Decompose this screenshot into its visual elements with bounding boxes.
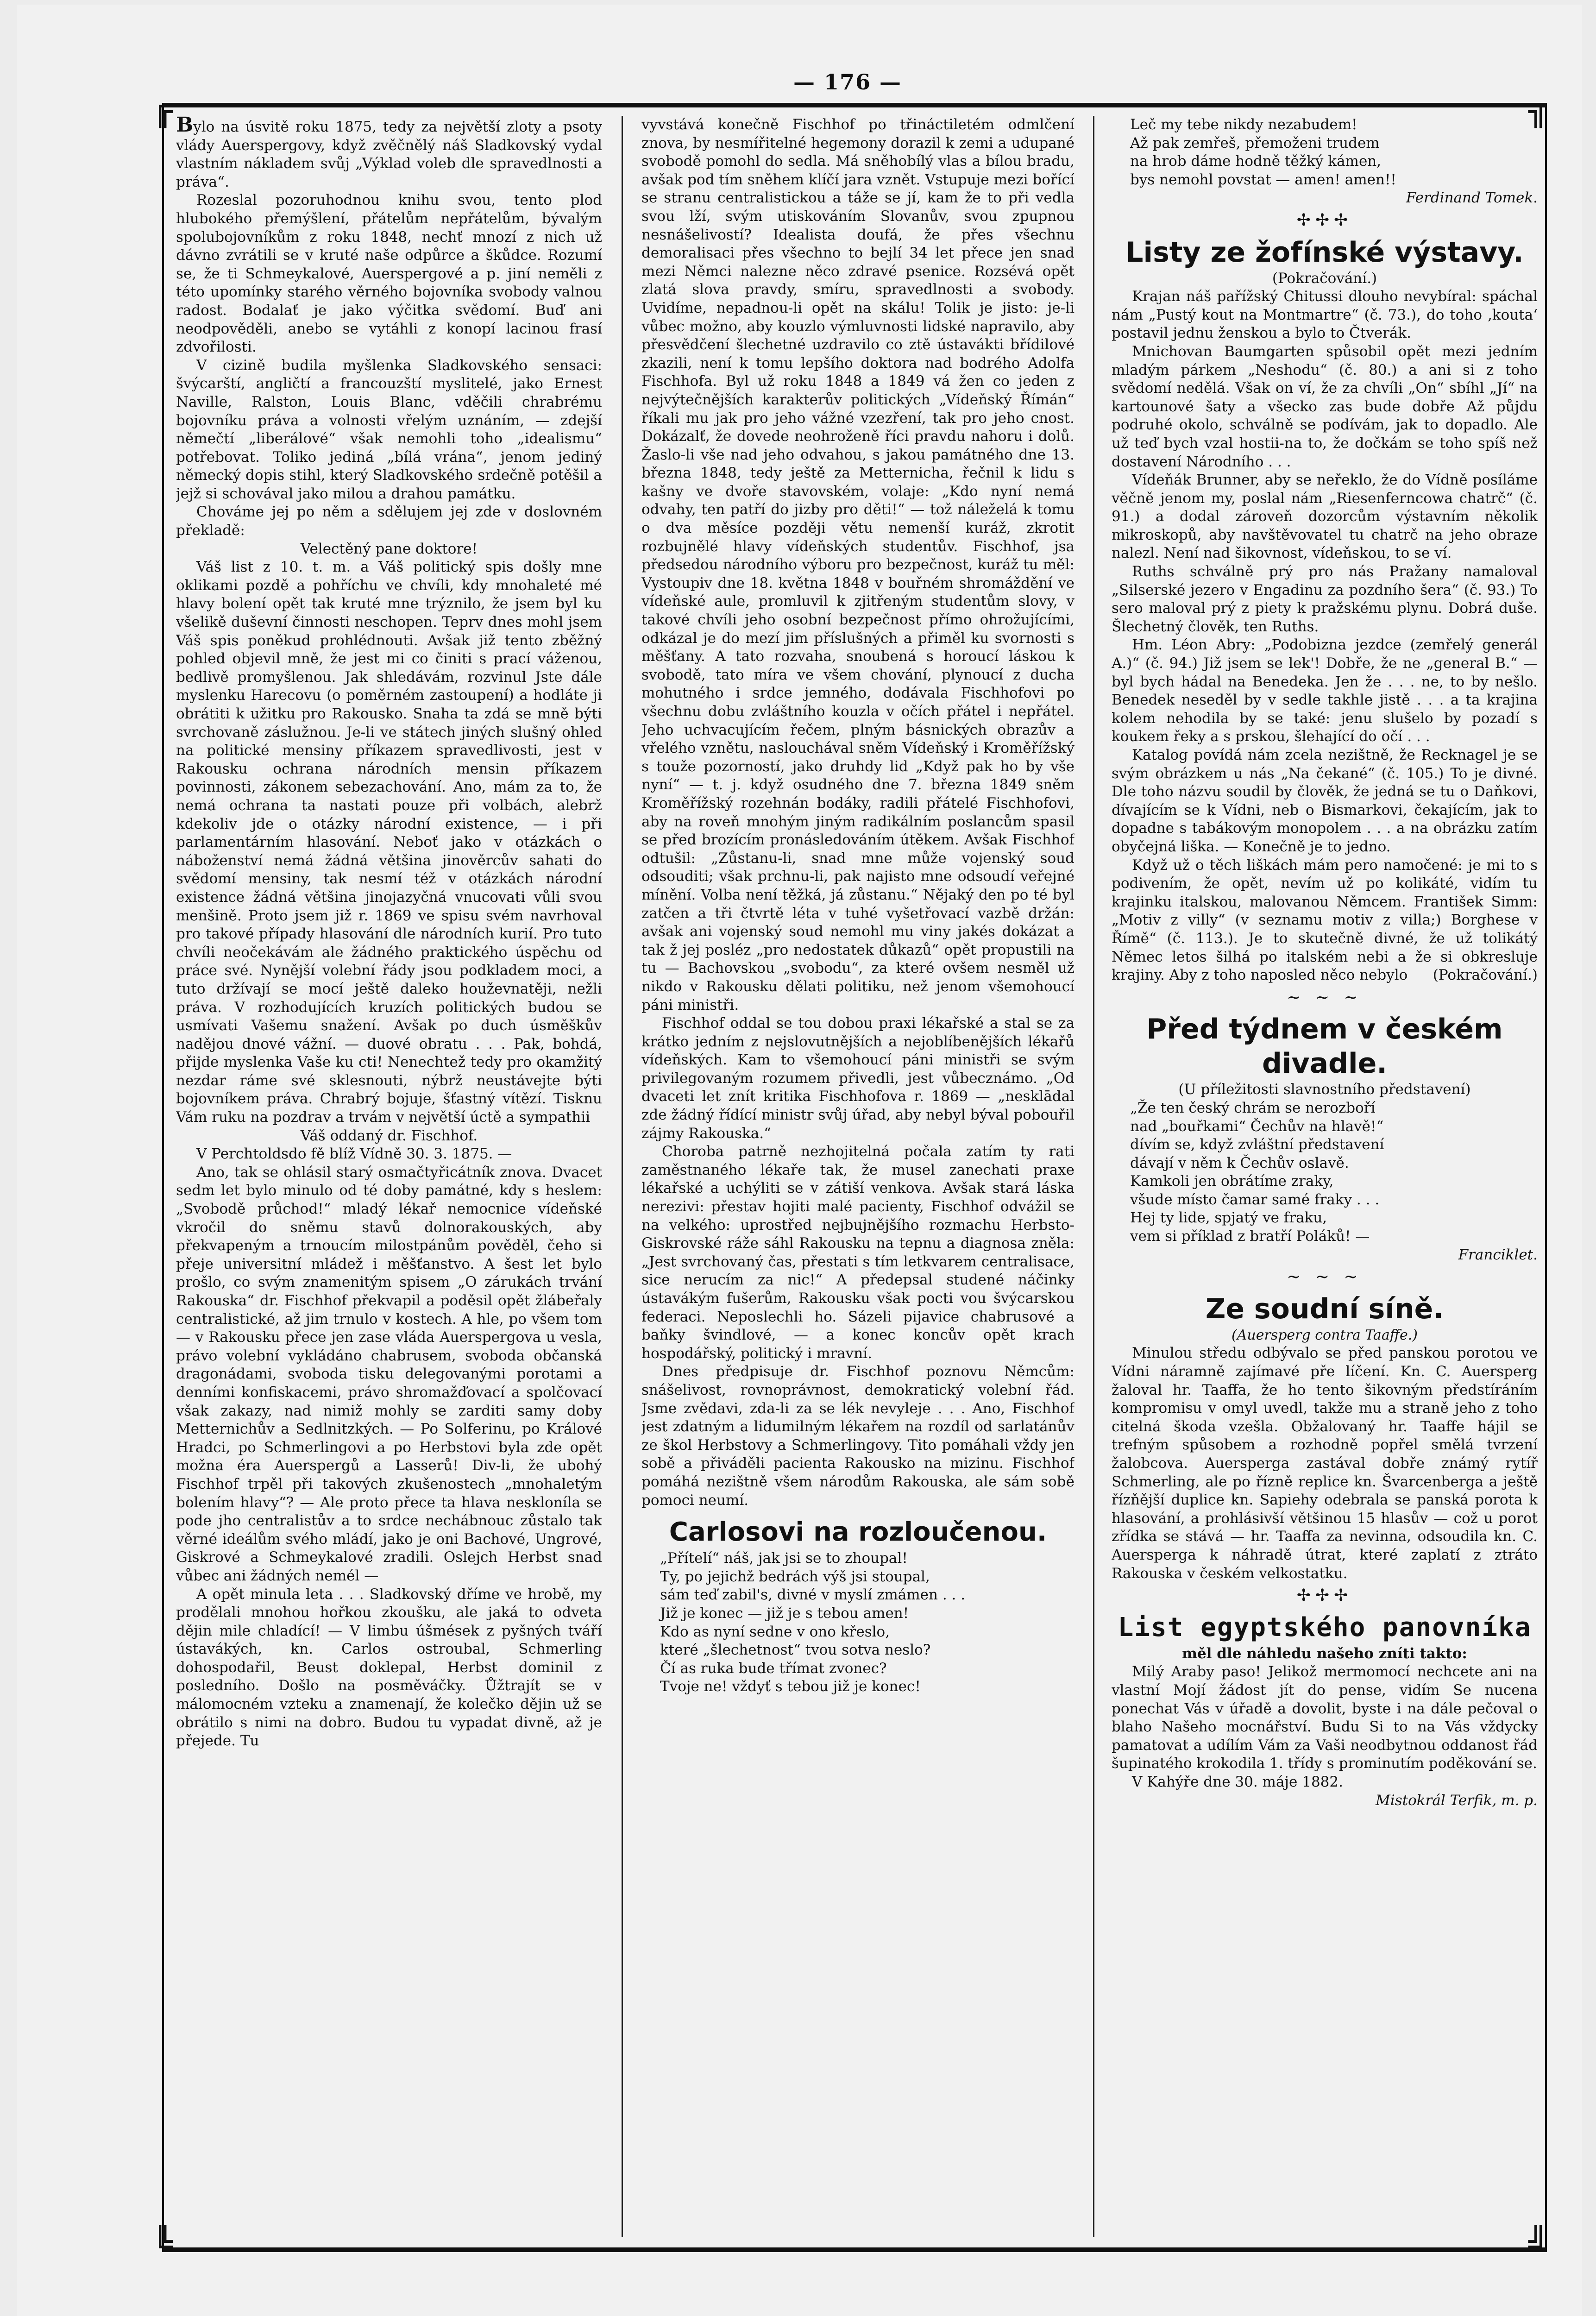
frame-corner-ornament: ╚ xyxy=(153,2225,173,2263)
article-paragraph: Choroba patrně nezhojitelná počala zatím ty rati zaměstnaného lékaře tak, že musel zanechati praxe lékařské a uchýliti se v zátiší venkova. Avšak stará láska nerezivi: přestav hojiti malé pacienty, Fischhof odvážil se na velkého: uprostřed nejbujnějšího rozmachu Herbsto-Giskrovské ráže sáhl Rakousku na tepnu a diagnosa zněla: „Jest svrchovaný čas, přestati s tím letkvarem centralisace, sice nerucím za nic!“ A předepsal studené náčinky ústavákým fušerům, Rakousku však pocti vou švýcarskou federaci. Neposlechli ho. Sázeli pijavice chabrusové a baňky švindlové, — a konec koncův opět krach hospodářský, politický i mravní. xyxy=(641,1143,1074,1362)
poem-line: Hej ty lide, spjatý ve fraku, xyxy=(1130,1209,1327,1227)
article-paragraph: V cizině budila myšlenka Sladkovského sensaci: švýcarští, angličtí a francouzští myslitelé, jako Ernest Naville, Ralston, Louis Blanc, vděčili chrabrému bojovníku práva a volnosti vřelým uznáním, — zdejší němečtí „liberálové“ však nemohli toho „idealismu“ potřebovat. Toliko jediná „bílá vrána“, jenom jediný německý dopis stihl, který Sladkovského srdečně potěšil a jejž si schovával jako milou a drahou památku. xyxy=(176,357,602,502)
page-number: — 176 — xyxy=(793,69,902,94)
letter-signature: Mistokrál Terfik, m. p. xyxy=(1376,1792,1538,1809)
drop-cap: B xyxy=(176,116,194,137)
section-subtitle: (Pokračování.) xyxy=(1272,270,1377,287)
column-divider xyxy=(1093,116,1094,2237)
poem-line: dívím se, když zvláštní představení xyxy=(1130,1136,1384,1153)
poem-line: „Přítelí“ náš, jak jsi se to zhoupal! xyxy=(660,1550,908,1567)
column-1 xyxy=(176,116,602,2237)
article-paragraph: Ruths schválně prý pro nás Pražany namaloval „Silserské jezero v Engadinu za pozdního šera“ (č. 93.) To sero maloval prý z piety k pražskému plynu. Dobrá duše. Šlechetný člověk, ten Ruths. xyxy=(1112,563,1538,635)
article-paragraph: Ano, tak se ohlásil starý osmačtyřicátník znova. Dvacet sedm let bylo minulo od té doby památné, kdy s heslem: „Svobodě průchod!“ mladý lékař nemocnice vídeňské vkročil do sněmu stavů dolnorakouských, aby překvapeným a trnoucím milostpánům pověděl, čeho si přeje universitní mládež i měšťanstvo. A šest let bylo prošlo, co svým znamenitým spisem „O zárukách trvání Rakouska“ dr. Fischhof překvapil a poděsil opět žlábeřaly centralistické, až jim trnulo v kostech. A hle, po všem tom — v Rakousku přece jen zase vláda Auerspergova u vesla, právo volební vykládáno chabrusem, svoboda občanská dragonádami, svoboda tisku delegovanými porotami a denními konfiskacemi, právo shromažďovací a spolčovací však zakazy, nad nimiž mohly se zarditi samy doby Metternichův a Sedlnitzkých. — Po Solferinu, po Králové Hradci, po Schmerlingovi a po Herbstovi byla zde opět možna éra Auerspergů a Lasserů! Div-li, že ubohý Fischhof trpěl při takových zkušenostech „mnohaletým bolením hlavy“? — Ale proto přece ta hlava neskloníla se pode jho centralistův a to srdce nechábnouc zůstalo tak věrné ideálům svého mládí, jako je oni Bachové, Ungrové, Giskrové a Schmeykalové zradili. Oslejch Herbst snad vůbec ani žádných nemél — xyxy=(176,1164,602,1584)
frame-corner-ornament: ╝ xyxy=(1528,2225,1548,2263)
section-title: List egyptského panovníka xyxy=(1118,1612,1532,1643)
article-paragraph: Mnichovan Baumgarten spůsobil opět mezi jedním mladým párkem „Neshodu“ (č. 80.) a ani si z toho svědomí nedělá. Však on ví, že za chvíli „On“ sbíhl „Jí“ na kartounové šaty a všecko zas bude dobře Až půjdu podruhé okolo, schválně se podívám, jak to dopadlo. Ale už teď bych vzal hostii-na to, že dočkám se toho spíš než dostavení Národního . . . xyxy=(1112,343,1538,470)
article-paragraph: Chováme jej po něm a sdělujem jej zde v doslovném překladě: xyxy=(176,503,602,539)
poem-line: sám teď zabil's, divné v myslí zmámen . . . xyxy=(660,1586,966,1604)
continuation-note: (Pokračování.) xyxy=(1433,967,1538,984)
frame-corner-ornament: ╔ xyxy=(153,90,173,128)
poem-line: Leč my tebe nikdy nezabudem! xyxy=(1130,116,1357,133)
frame-corner-ornament: ╗ xyxy=(1528,90,1548,128)
poem-line: Kamkoli jen obrátíme zraky, xyxy=(1130,1173,1334,1190)
poem-line: Čí as ruka bude třímat zvonec? xyxy=(660,1660,887,1677)
ornament-divider: ~ ~ ~ xyxy=(1287,1267,1363,1287)
poem-line: které „šlechetnost“ tvou sotva neslo? xyxy=(660,1642,931,1659)
article-paragraph: Milý Araby paso! Jelikož mermomocí nechcete ani na vlastní Mojí žádost jít do pense, vidím Se nucena ponechat Vás v úřadě a dovolit, byste i na dále pečoval o blaho Našeho mocnářství. Budu Si to na Vás vždycky pamatovat a udílím Vám za Vaši neodbytnou oddanost řád šupinatého krokodila 1. třídy s prominutím poděkování se. xyxy=(1112,1663,1538,1772)
poem-line: Až pak zemřeš, přemoženi trudem xyxy=(1130,134,1380,151)
article-paragraph: Fischhof oddal se tou dobou praxi lékařské a stal se za krátko jedním z nejslovutnějších a nejoblíbenějších lékařů vídeňských. Kam to všemohoucí páni ministři se svým privilegovaným rozumem přivedli, jest vůbecznámo. „Od dvaceti let znít kritika Fischhofova r. 1869 — „nesklādal zde žádný řídící ministr svůj úřad, aby nebyl býval pobouřil zájmy Rakouska.“ xyxy=(641,1015,1074,1142)
article-paragraph: Minulou středu odbývalo se před panskou porotou ve Vídni náramně zajímavé pře líčení. Kn. C. Auersperg žaloval hr. Taaffa, že ho tento šikovným předstíráním kompromisu v omyl uvedl, takže mu a straně jeho z toho citelná škoda vzešla. Obžalovaný hr. Taaffe hájil se trefným spůsobem a rozhodně popřel smělá tvrzení žalobcova. Auersperga zastával dobře známý rytíř Schmerling, ale po řízně replice kn. Švarcenberga a ještě řízňější duplice kn. Sapiehy odebrala se panská porota k hlasování, a prohlásivší většinou 15 hlasův — což u porot zřídka se stává — hr. Taaffa za nevinna, odsoudila kn. C. Auersperga k náhradě útrat, které zaplatí z ztráto Rakouska v českém velkostatku. xyxy=(1112,1345,1538,1582)
letter-dateline: V Kahýře dne 30. máje 1882. xyxy=(1132,1773,1343,1790)
poem-line: na hrob dáme hodně těžký kámen, xyxy=(1130,153,1382,170)
section-subtitle: (Auersperg contra Taaffe.) xyxy=(1232,1327,1418,1343)
ornament-divider: ✢✢✢ xyxy=(1296,1586,1353,1605)
section-title: Listy ze žofínské výstavy. xyxy=(1125,236,1524,269)
poem-title: Carlosovi na rozloučenou. xyxy=(669,1517,1047,1548)
poem-line: Tvoje ne! vždyť s tebou již je konec! xyxy=(660,1678,921,1695)
ornament-divider: ~ ~ ~ xyxy=(1287,988,1363,1007)
poem-line: bys nemohl povstat — amen! amen!! xyxy=(1130,171,1396,188)
letter-closing: Váš oddaný dr. Fischhof. xyxy=(300,1127,478,1144)
article-paragraph: A opět minula leta . . . Sladkovský dříme ve hrobě, my prodělali mnohou hořkou zkoušku, ale jaká to odveta dějin mile chladící! — V limbu úšmések z pyšných tváří ústavákých, kn. Carlos ostroubal, Schmerling dohospodařil, Beust doklepal, Herbst dominil z posledního. Došlo na posměváčky. Ůžtrajít se v málomocném vzteku a znamenají, že kolečko dějin už se obrátilo s nimi na dobro. Budou tu vypadat divně, až je přejede. Tu xyxy=(176,1586,602,1750)
section-subtitle: (U příležitosti slavnostního představení) xyxy=(1178,1081,1471,1098)
ornament-divider: ✢✢✢ xyxy=(1296,210,1353,230)
article-paragraph: Krajan náš pařížský Chitussi dlouho nevybíral: spáchal nám „Pustý kout na Montmartre“ (č. 73.), do toho ‚kouta‘ postavil jednu ženskou a bylo to Čtverák. xyxy=(1112,288,1538,342)
poem-line: všude místo čamar samé fraky . . . xyxy=(1130,1191,1380,1208)
article-paragraph: Když už o těch liškách mám pero namočené: je mi to s podivením, že opět, nevím už po kolikáté, vidím tu krajinku italskou, malovanou Němcem. František Simm: „Motiv z villy“ (v seznamu motiv z villa;) Borghese v Římě“ (č. 113.). Je to skutečně divné, že už tolikátý Němec letos šilhá po italském nebi a že si obkresluje krajiny. Aby z toho naposled něco nebylo (Pokračování.) xyxy=(1112,856,1538,985)
article-paragraph: Katalog povídá nám zcela nezištně, že Recknagel je se svým obrázkem u nás „Na čekané“ (č. 105.) To je divné. Dle toho názvu soudil by člověk, že jedná se tu o Daňkovi, dívajícím se k Vídni, neb o Bismarkovi, čekajícím, jak to dopadne s tabákovým monopolem . . . a na obrázku zatím obyčejná liška. — Konečně je to jedno. xyxy=(1112,747,1538,855)
poem-line: Již je konec — již je s tebou amen! xyxy=(660,1605,909,1622)
poem-author: Ferdinand Tomek. xyxy=(1406,189,1538,207)
letter-dateline: V Perchtoldsdo fě blíž Vídně 30. 3. 1875. — xyxy=(196,1145,512,1163)
poem-line: dávají v něm k Čechův oslavě. xyxy=(1130,1154,1349,1171)
article-paragraph: Rozeslal pozoruhodnou knihu svou, tento plod hlubokého přemýšlení, přátelům nepřátelům, bývalým spolubojovníkům z roku 1848, nechť mnozí z nich už dávno zvrátili se v kruté naše odpůrce a škůdce. Rozumí se, že ti Schmeykalové, Auerspergové a p. jiní neměli z této upomínky starého věrného bojovníka svobody valnou radost. Bodalať je jako výčitka svědomí. Buď ani neodpověděli, anebo se vytáhli z konopí lacinou frasí zdvořilosti. xyxy=(176,192,602,356)
poem-line: „Že ten český chrám se nerozboří xyxy=(1130,1099,1376,1116)
column-3 xyxy=(1112,116,1538,2237)
poem-author: Franciklet. xyxy=(1458,1246,1538,1263)
article-paragraph: Vídeňák Brunner, aby se neřeklo, že do Vídně posíláme věčně jenom my, poslal nám „Riesenferncowa chatrč“ (č. 91.) a dodal zároveň dozorcům výstavním několik mikroskopů, aby navštěvovatel tu chatrč na jeho obraze nalezl. Není nad šikovnost, vídeňskou, to se ví. xyxy=(1112,472,1538,562)
letter-greeting: Velectěný pane doktore! xyxy=(300,540,478,557)
poem-line: nad „bouřkami“ Čechův na hlavě!“ xyxy=(1130,1118,1384,1135)
poem-line: Kdo as nyní sedne v ono křeslo, xyxy=(660,1623,890,1640)
letter-body: Váš list z 10. t. m. a Váš politický spis došly mne oklikami pozdě a pohříchu ve chvíli, kdy mnohaleté mé hlavy bolení opět tak kruté mne trýznilo, že jsem byl ku všelikě duševní činnosti neschopen. Teprv dnes mohl jsem Váš spis poněkud prohlédnouti. Avšak již tento zběžný pohled objevil mně, že jest mi co činiti s prací váženou, bedlivě promyšlenou. Jak shledávám, rozvinul Jste dále myslenku Harecovu (o poměrném zastoupení) a hodláte ji obrátiti k užitku pro Rakousko. Snaha ta zdá se mně býti svrchovaně záslužnou. Je-li ve státech jiných slušný ohled na politické mensiny příkazem spravedlivosti, jest v Rakousku ochrana národních mensin příkazem povinnosti, zákonem sebezachování. Ano, mám za to, že nemá ochrana ta nastati pouze při volbách, alebrž kdekoliv jde o otázky národní existence, — i při parlamentárním hlasování. Neboť jako v otázkách o náboženství nemá žádná většina jinověrcův sahati do svědomí mensiny, tak nesmí též v otázkách národní existence žádná většina jinojazyčná vnucovati vůli svou menšině. Proto jsem již r. 1869 ve spisu svém navrhoval pro takové případy hlasování dle národních kurií. Pro tuto chvíli neočekávám ale žádného praktického úspěchu od práce své. Nynější volební řády jsou podkladem moci, a tuto držívají se mocí ještě daleko houževnatěji, nežli práva. V rozhodujících kruzích politických budou se usmívati Vašemu snažení. Avšak po duch úsměškův nadějou dnové vážní. — duové obratu . . . Pak, bohdá, přijde myslenka Vaše ku cti! Nenechtež tedy pro okamžitý nezdar ráme své sklesnouti, nýbrž neustávejte býti bojovníkem práva. Chrabrý bojuje, šťastný vítězí. Tisknu Vám ruku na pozdrav a trvám v největší úctě a sympathii xyxy=(176,559,602,1126)
poem-line: Ty, po jejichž bedrách výš jsi stoupal, xyxy=(660,1568,930,1585)
article-paragraph: Bylo na úsvitě roku 1875, tedy za největší zloty a psoty vlády Auerspergovy, když zvěčnělý náš Sladkovský vydal vlastním nákladem svůj „Výklad voleb dle spravedlnosti a práva“. xyxy=(176,116,602,191)
column-2 xyxy=(641,116,1074,2237)
section-title: Ze soudní síně. xyxy=(1205,1292,1444,1325)
article-paragraph: vyvstává konečně Fischhof po třináctiletém odmlčení znova, by nesmířitelné hegemony dorazil k zemi a udupané svobodě pomohl do sedla. Má sněhobílý vlas a bílou bradu, avšak pod tím sněhem klíčí jara vznět. Vstupuje mezi bořící se stranu centralistickou a táže se jí, kam že to při vedla svou lží, svým utiskováním Slovanův, svou zpupnou nesnášelivostí? Idealista doufá, že přes všechnu demoralisaci přes všechno to bejlí 34 let přece jen snad mezi Němci nalezne něco zdravé psenice. Rozsévá opět zlatá slova pravdy, smíru, spravedlnosti a svobody. Uvidíme, nepadnou-li opět na skálu! Tolik je jisto: je-li vůbec možno, aby kouzlo výmluvnosti lidské napravilo, aby přesvědčení šlechetné uzdravilo co ztě ústavákti břídilové zkazili, není k tomu lepšího doktora nad bodrého Adolfa Fischhofa. Byl už roku 1848 a 1849 vá žen co jeden z nejvýtečnějších karakterův politických „Vídeňský Římán“ říkali mu jak pro jeho vážné vzezření, tak pro jeho cnost. Dokázalť, že dovede neohroženě říci pravdu nahoru i dolů. Žaslo-li vše nad jeho odvahou, s jakou památného dne 13. března 1848, tedy ještě za Metternicha, řečnil k lidu s kašny ve dvoře stavovském, volaje: „Kdo nyní nemá odvahy, ten patří do jizby pro děti!“ — tož náleželá k tomu o dva měsíce později větu nemenší kuráž, zkrotit rozbujnělé hlavy vídeňských studentův. Fischhof, jsa předsedou národního výboru pro bezpečnost, kuráž tu měl: Vystoupiv dne 18. května 1848 v bouřném shromáždění ve vídeňské aule, promluvil k zjitřeným studentům slovy, v takové chvíli jeho osobní bezpečnost přímo ohrožujícími, odkázal je do mezí jim příslušných a přiměl ku svornosti s měšťany. A tato rozvaha, snoubená s horoucí láskou k svobodě, tato míra ve všem chování, plynoucí z ducha mohutného i srdce jemného, dodávala Fischhofovi po všechnu dobu zvláštního kouzla v očích přátel i nepřátel. Jeho uchvacujícím řečem, plným básnických obrazův a vřelého vznětu, naslouchával sněm Vídeňský i Kroměřížský s touže pozorností, jako druhdy lid „Když pak ho by vše nyní“ — t. j. když osudného dne 7. března 1849 sněm Kroměřížský rozehnán bodáky, radili přátelé Fischhofovi, aby na roveň mnohým jiným radikálním poslancům spasil se před brozícím pronásledováním útěkem. Avšak Fischhof odtušil: „Zůstanu-li, snad mne může vojenský soud odsouditi; však prchnu-li, pak najisto mne odsoudí veřejné mínění. Volba není těžká, já zůstanu.“ Nějaký den po té byl zatčen a tři čtvrtě léta v tuhé vyšetřovací vazbě držán: avšak ani vojenský soud nemohl mu viny jakés dokázat a tak ž jej posléz „pro nedostatek důkazů“ opět propustili na tu — Bachovskou „svobodu“, za které ovšem nesměl už nikdo v Rakousku dělati politiku, než jenom všemohoucí páni ministři. xyxy=(641,116,1074,1013)
section-subtitle: měl dle náhledu našeho zníti takto: xyxy=(1182,1645,1467,1662)
column-divider xyxy=(622,116,623,2237)
section-title: Před týdnem v českém divadle. xyxy=(1146,1013,1503,1080)
poem-line: vem si příklad z bratří Poláků! — xyxy=(1130,1228,1370,1245)
article-paragraph: Dnes předpisuje dr. Fischhof poznovu Němcům: snášelivost, rovnoprávnost, demokratický volební řád. Jsme zvědavi, zda-li za se lék nevyleje . . . Ano, Fischhof jest zdatným a lidumilným lékařem na rozdíl od sarlatánův ze škol Herbstovy a Schmerlingovy. Tito pomáhali vždy jen sobě a přiváděli pacienta Rakousko na mizinu. Fischhof pomáhá nezištně všem národům Rakouska, ale sám sobě pomoci neumí. xyxy=(641,1363,1074,1509)
article-paragraph: Hm. Léon Abry: „Podobizna jezdce (zemřelý generál A.)“ (č. 94.) Již jsem se lek'! Dobře, že ne „general B.“ — byl bych hádal na Benedeka. Jen že . . . ne, to by nešlo. Benedek neseděl by v sedle takhle jistě . . . a ta krajina kolem nehodila by se také: jenu slušelo by pozadí s koukem řeky a s prskou, šlehající do očí . . . xyxy=(1112,636,1538,745)
